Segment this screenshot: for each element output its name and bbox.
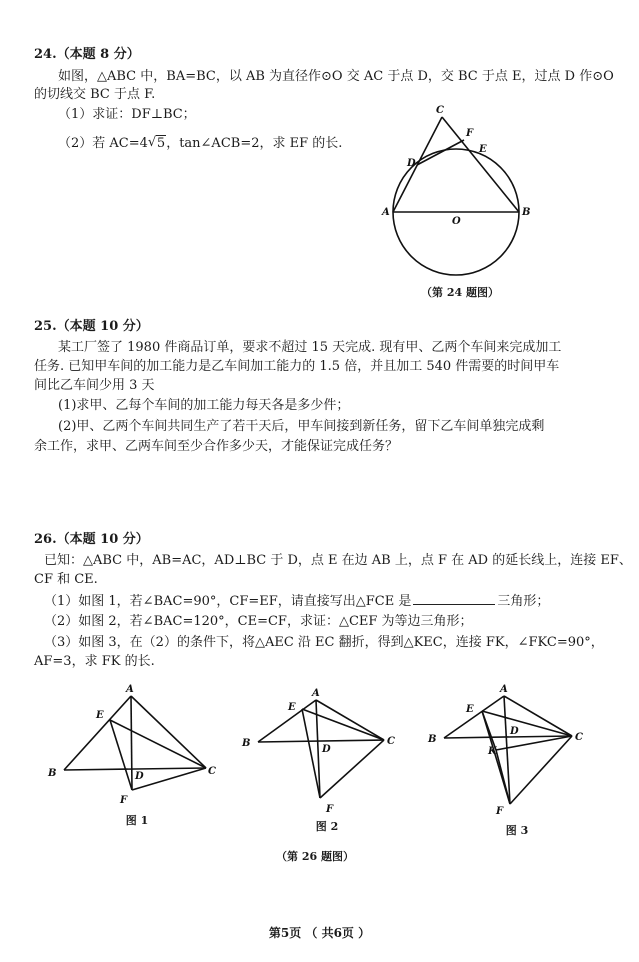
- fig1-label-a: A: [126, 684, 134, 695]
- q24-label-o: O: [452, 216, 461, 227]
- fig1-line-ec: [110, 720, 206, 768]
- fig3-label-f: F: [496, 806, 504, 817]
- q26-text-line2: CF 和 CE.: [34, 572, 98, 587]
- q25-part2-line2: 余工作，求甲、乙两车间至少合作多少天，才能保证完成任务？: [34, 439, 399, 454]
- q26-part3-line1: （3）如图 3，在（2）的条件下，将△AEC 沿 EC 翻折，得到△KEC，连接 FK，∠FKC=90°，: [44, 635, 604, 650]
- fig1-label-d: D: [135, 771, 144, 782]
- q26-part1: [44, 592, 549, 611]
- fig3-line-ek: [482, 711, 496, 750]
- fig2-label-a: A: [312, 688, 320, 699]
- q26-part2: （2）如图 2，若∠BAC=120°，CE=CF，求证：△CEF 为等边三角形；: [44, 614, 473, 629]
- fig1-label-b: B: [48, 768, 57, 779]
- q26-figure-3: [424, 682, 604, 817]
- fig1-line-ef: [110, 720, 132, 790]
- fig1-side-ab: [64, 696, 131, 770]
- fig1-label-c: C: [208, 766, 216, 777]
- fig1-caption: 图 1: [125, 814, 149, 827]
- fig3-label-e: E: [466, 704, 474, 715]
- q24-part2-post: ，tan∠ACB=2，求 EF 的长.: [166, 136, 343, 151]
- fig2-label-d: D: [322, 744, 331, 755]
- fig1-side-ac: [131, 696, 206, 768]
- q24-text-line1: 如图，△ABC 中，BA=BC，以 AB 为直径作⊙O 交 AC 于点 D，交 BC 于点 E，过点 D 作⊙O: [58, 69, 614, 84]
- q24-header: 24.（本题 8 分）: [34, 47, 140, 62]
- q26-part1-post: 三角形；: [497, 594, 550, 609]
- fig2-label-f: F: [326, 804, 334, 815]
- q26-header: 26.（本题 10 分）: [34, 532, 149, 547]
- q24-part2-pre: （2）若 AC=4: [58, 136, 148, 151]
- answer-blank: [413, 592, 495, 605]
- fig2-label-b: B: [242, 738, 251, 749]
- fig1-side-bc: [64, 768, 206, 770]
- fig3-label-a: A: [500, 684, 508, 695]
- q24-label-f: F: [466, 128, 474, 139]
- fig2-caption: 图 2: [315, 820, 339, 833]
- fig3-side-bc: [444, 736, 572, 738]
- q26-part3-line2: AF=3，求 FK 的长.: [34, 654, 155, 669]
- q25-text-line1: 某工厂签了 1980 件商品订单，要求不超过 15 天完成. 现有甲、乙两个车间来完成加工: [58, 340, 562, 355]
- q26-figure-caption: （第 26 题图）: [276, 850, 354, 863]
- q25-part2-line1: (2)甲、乙两个车间共同生产了若干天后，甲车间接到新任务，留下乙车间单独完成剩: [58, 419, 545, 434]
- fig2-label-e: E: [288, 702, 296, 713]
- sqrt-symbol: [148, 135, 166, 153]
- q26-part1-pre: （1）如图 1，若∠BAC=90°，CF=EF，请直接写出△FCE 是: [44, 594, 412, 609]
- fig3-label-k: K: [488, 746, 497, 757]
- q24-label-d: D: [407, 158, 416, 169]
- q24-label-a: A: [382, 207, 390, 218]
- q24-figure-caption: （第 24 题图）: [421, 286, 499, 299]
- q24-label-b: B: [522, 207, 531, 218]
- fig2-line-ec: [302, 709, 384, 740]
- fig3-label-b: B: [428, 734, 437, 745]
- fig2-side-bc: [258, 740, 384, 742]
- q24-label-c: C: [436, 105, 444, 116]
- q26-figure-2: [238, 686, 408, 816]
- fig2-label-c: C: [387, 736, 395, 747]
- q25-text-line3: 间比乙车间少用 3 天: [34, 378, 155, 393]
- q24-part2-root: 5: [156, 136, 166, 151]
- fig1-line-af: [131, 696, 132, 790]
- q24-text-line2: 的切线交 BC 于点 F.: [34, 87, 156, 102]
- page-footer: 第5页 （ 共6页 ）: [268, 926, 371, 940]
- q24-side-bc: [442, 117, 519, 212]
- q25-part1: (1)求甲、乙每个车间的加工能力每天各是多少件；: [58, 398, 350, 413]
- fig1-label-f: F: [120, 795, 128, 806]
- q26-text-line1: 已知：△ABC 中，AB=AC，AD⊥BC 于 D，点 E 在边 AB 上，点 F 在 AD 的延长线上，连接 EF、: [44, 553, 632, 568]
- fig3-side-ab: [444, 696, 504, 738]
- q24-label-e: E: [479, 144, 487, 155]
- fig3-caption: 图 3: [505, 824, 529, 837]
- fig1-label-e: E: [96, 710, 104, 721]
- fig3-label-c: C: [575, 732, 583, 743]
- q26-figure-1: [40, 682, 220, 812]
- q24-part2: [58, 135, 342, 153]
- fig2-side-ac: [316, 700, 384, 740]
- fig3-label-d: D: [510, 726, 519, 737]
- q24-part1: （1）求证：DF⊥BC；: [58, 107, 196, 122]
- q25-text-line2: 任务. 已知甲车间的加工能力是乙车间加工能力的 1.5 倍，并且加工 540 件需要的时间甲车: [34, 359, 560, 374]
- q25-header: 25.（本题 10 分）: [34, 319, 149, 334]
- q24-figure: [380, 100, 540, 285]
- fig3-line-ec: [482, 711, 572, 736]
